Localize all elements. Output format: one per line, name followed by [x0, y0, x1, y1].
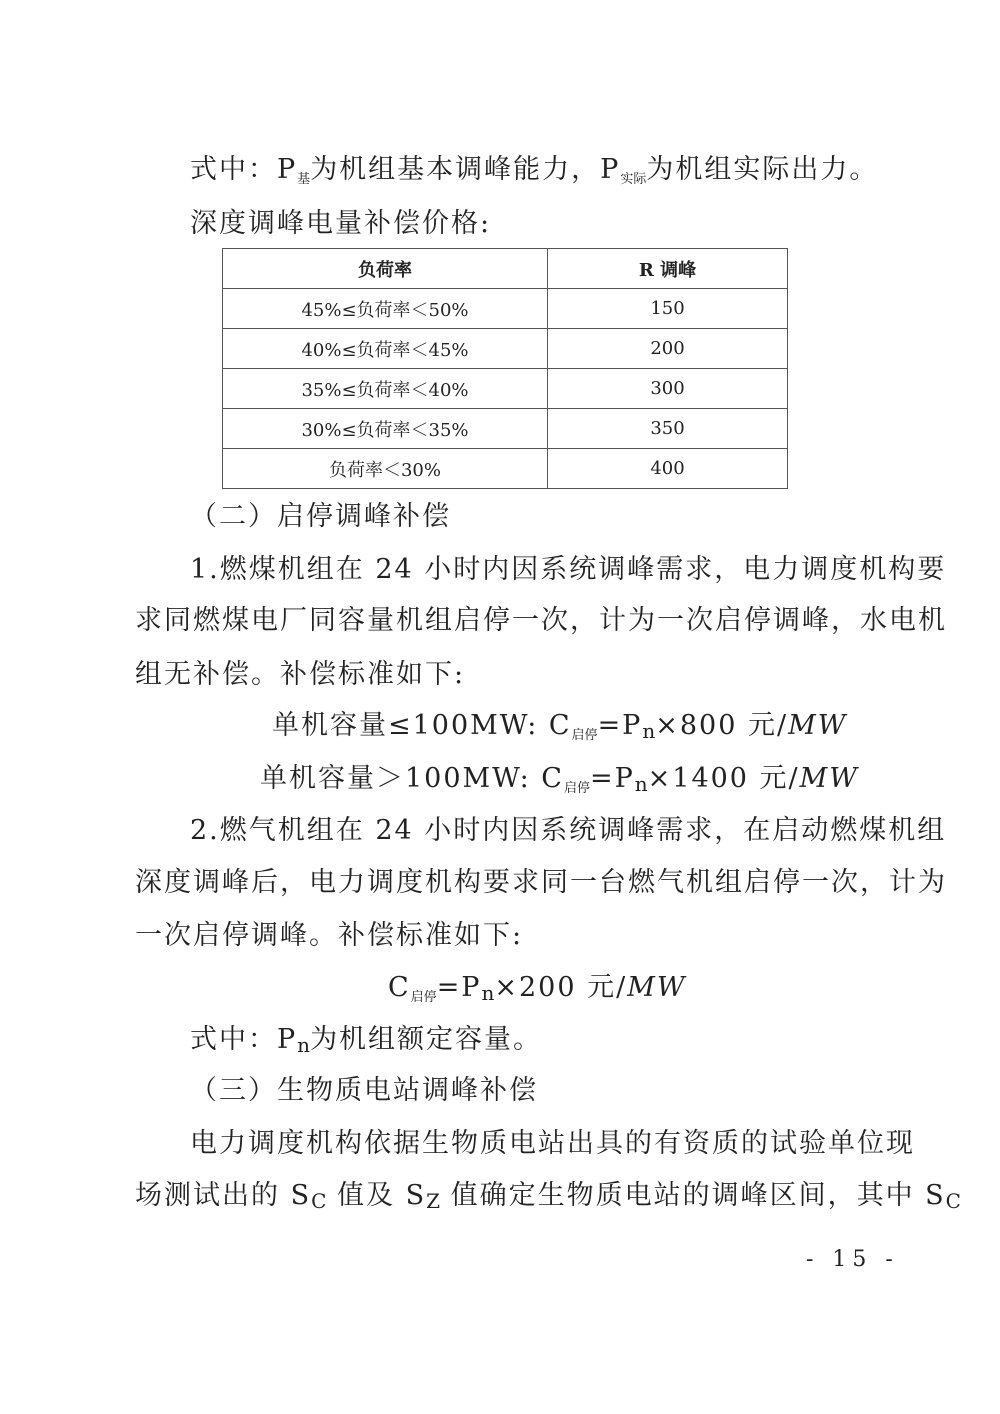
table-cell: 200: [548, 329, 788, 369]
price-heading: 深度调峰电量补偿价格:: [190, 208, 492, 239]
subscript: n: [481, 981, 495, 1005]
page-number: - 15 -: [806, 1247, 899, 1272]
paragraph-line: 电力调度机构依据生物质电站出具的有资质的试验单位现: [190, 1128, 915, 1159]
table-cell: 350: [548, 409, 788, 449]
table-row: [223, 449, 788, 489]
subscript: n: [634, 772, 648, 796]
paragraph-line: 求同燃煤电厂同容量机组启停一次，计为一次启停调峰，水电机: [135, 605, 947, 636]
table-cell: 45%≤负荷率＜50%: [223, 289, 548, 329]
subscript: n: [297, 1033, 311, 1057]
paragraph-line: 一次启停调峰。补偿标准如下:: [135, 920, 524, 951]
section-title-startstop: （二）启停调峰补偿: [190, 501, 451, 532]
subscript: 启停: [563, 781, 590, 796]
table-cell: 300: [548, 369, 788, 409]
formula-note-line: 式中：P基为机组基本调峰能力，P实际为机组实际出力。: [190, 154, 879, 187]
table-cell: 负荷率＜30%: [223, 449, 548, 489]
subscript: C: [311, 1189, 327, 1213]
section-title-biomass: （三）生物质电站调峰补偿: [190, 1075, 538, 1106]
formula-line: 单机容量＞100MW: C启停=Pn×1400 元/MW: [260, 763, 860, 796]
paragraph-line: 2.燃气机组在 24 小时内因系统调峰需求，在启动燃煤机组: [190, 815, 947, 846]
paragraph-line: 深度调峰后，电力调度机构要求同一台燃气机组启停一次，计为: [135, 867, 947, 898]
table-header-row: [223, 249, 788, 289]
table-cell: 40%≤负荷率＜45%: [223, 329, 548, 369]
subscript: 实际: [620, 172, 647, 187]
subscript: 基: [297, 172, 311, 187]
formula-line: 单机容量≤100MW: C启停=Pn×800 元/MW: [272, 710, 848, 743]
paragraph-line: 1.燃煤机组在 24 小时内因系统调峰需求，电力调度机构要: [190, 554, 947, 585]
compensation-price-table: [222, 248, 788, 489]
table-row: [223, 409, 788, 449]
formula-note-line: 式中：Pn为机组额定容量。: [190, 1024, 543, 1057]
paragraph-line: 场测试出的 SC 值及 SZ 值确定生物质电站的调峰区间，其中 SC: [135, 1180, 961, 1213]
table-row: [223, 329, 788, 369]
subscript: 启停: [571, 728, 598, 743]
column-header: 负荷率: [223, 249, 548, 289]
subscript: Z: [426, 1189, 440, 1213]
subscript: C: [945, 1189, 961, 1213]
table-cell: 30%≤负荷率＜35%: [223, 409, 548, 449]
table-cell: 150: [548, 289, 788, 329]
paragraph-line: 组无补偿。补偿标准如下:: [135, 659, 466, 690]
column-header: R 调峰: [548, 249, 788, 289]
subscript: n: [642, 719, 656, 743]
table-cell: 400: [548, 449, 788, 489]
table-cell: 35%≤负荷率＜40%: [223, 369, 548, 409]
subscript: 启停: [410, 990, 437, 1005]
table-row: [223, 369, 788, 409]
formula-line: C启停=Pn×200 元/MW: [388, 972, 687, 1005]
table-row: [223, 289, 788, 329]
